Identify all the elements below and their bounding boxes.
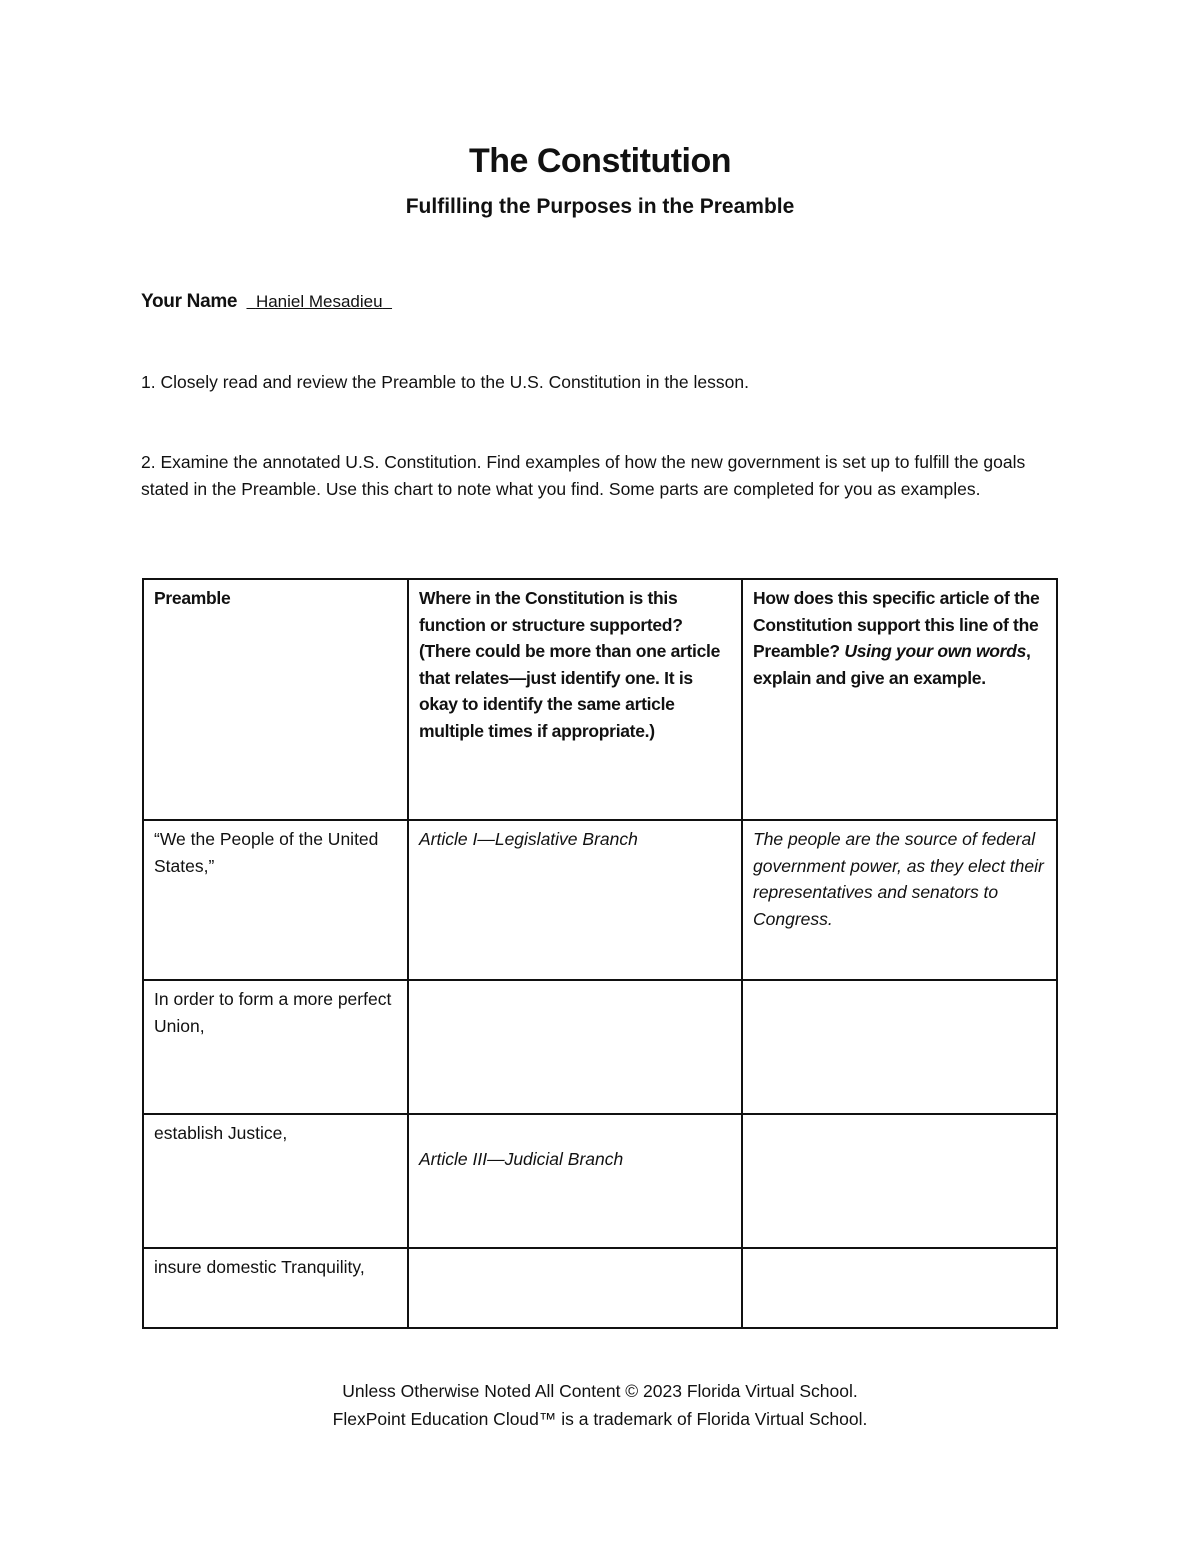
instruction-step-2: 2. Examine the annotated U.S. Constitution. Find examples of how the new government is set up to fulfill the goals stated in the Preamble. Use this chart to note what you find. Some parts are completed for you as examples. — [141, 452, 1026, 499]
document-title: The Constitution — [468, 142, 732, 180]
preamble-cell: establish Justice, — [143, 1114, 408, 1248]
preamble-chart — [142, 578, 1058, 1329]
cell-spacer — [419, 1120, 731, 1146]
header-how-text-1: How does this specific article of the Constitution support this line of the Preamble? — [753, 588, 1040, 661]
table-row — [143, 1248, 1057, 1328]
table-row — [143, 820, 1057, 980]
article-cell[interactable]: Article I—Legislative Branch — [408, 820, 742, 980]
name-field[interactable]: Haniel Mesadieu — [255, 292, 383, 311]
header-how-text-italic: Using your own words — [844, 641, 1027, 661]
table-row — [143, 980, 1057, 1114]
name-label: Your Name — [141, 291, 238, 312]
article-cell[interactable] — [408, 1248, 742, 1328]
article-text: Article III—Judicial Branch — [419, 1149, 624, 1169]
instruction-step-1: 1. Closely read and review the Preamble to the U.S. Constitution in the lesson. — [141, 372, 749, 392]
trademark-notice: FlexPoint Education Cloud™ is a trademark of Florida Virtual School. — [332, 1409, 868, 1429]
header-how-text-2: , explain and give an example. — [753, 641, 1031, 688]
copyright-notice: Unless Otherwise Noted All Content © 2023 Florida Virtual School. — [342, 1381, 858, 1401]
article-cell[interactable] — [408, 1114, 742, 1248]
student-name-row — [141, 291, 392, 313]
preamble-cell: insure domestic Tranquility, — [143, 1248, 408, 1328]
header-preamble: Preamble — [143, 579, 408, 820]
explanation-cell[interactable]: The people are the source of federal government power, as they elect their representatives and senators to Congress. — [742, 820, 1057, 980]
explanation-cell[interactable] — [742, 980, 1057, 1114]
article-cell[interactable] — [408, 980, 742, 1114]
header-where-in-constitution: Where in the Constitution is this function or structure supported? (There could be more than one article that relates—just identify one. It is okay to identify the same article multiple times if appropriate.) — [408, 579, 742, 820]
preamble-cell: In order to form a more perfect Union, — [143, 980, 408, 1114]
table-header-row — [143, 579, 1057, 820]
table-row — [143, 1114, 1057, 1248]
header-how-supports — [742, 579, 1057, 820]
preamble-cell: “We the People of the United States,” — [143, 820, 408, 980]
document-subtitle: Fulfilling the Purposes in the Preamble — [405, 195, 795, 218]
explanation-cell[interactable] — [742, 1248, 1057, 1328]
explanation-cell[interactable] — [742, 1114, 1057, 1248]
